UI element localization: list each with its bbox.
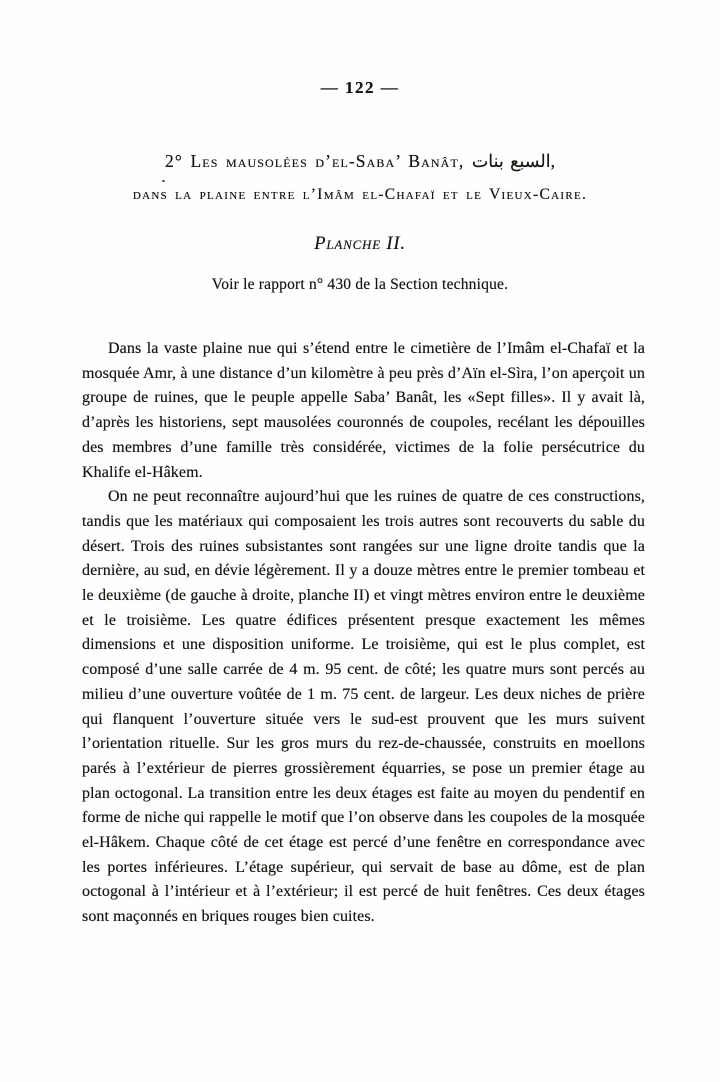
page-number: — 122 — — [320, 78, 400, 97]
section-heading-line-2: dans la plaine entre l’Imâm el-Chafaï et le Vieux-Caire. — [132, 186, 588, 203]
paragraph-1: Dans la vaste plaine nue qui s’étend entre le cimetière de l’Imâm el-Chafaï et la mosquée Amr, à une distance d’un kilomètre à peu près d’Aïn el-Sìra, l’on aperçoit un groupe de ruines, que le peuple appelle Saba’ Banât, les «Sept filles». Il y avait là, d’après les historiens, sept mausolées couronnés de coupoles, recélant les dépouilles des membres d’une famille très considérée, victimes de la folie persécutrice du Khalife el-Hâkem. — [82, 340, 645, 481]
ink-speck — [162, 180, 165, 182]
paragraph-2: On ne peut reconnaître aujourd’hui que les ruines de quatre de ces constructions, tandis que les matériaux qui composaient les trois autres sont recouverts du sable du désert. Trois des ruines subsistantes sont rangées sur une ligne droite tandis que la dernière, au sud, en dévie légèrement. Il y a douze mètres entre le premier tombeau et le deuxième (de gauche à droite, planche II) et vingt mètres environ entre le deuxième et le troisième. Les quatre édifices présentent presque exactement les mêmes dimensions et une disposition uniforme. Le troisième, qui est le plus complet, est composé d’une salle carrée de 4 m. 95 cent. de côté; les quatre murs sont percés au milieu d’une ouverture voûtée de 1 m. 75 cent. de largeur. Les deux niches de prière qui flanquent l’ouverture située vers le sud-est prouvent que les murs suivent l’orientation rituelle. Sur les gros murs du rez-de-chaussée, construits en moellons parés à l’extérieur de pierres grossièrement équarries, se pose un premier étage au plan octogonal. La transition entre les deux étages est faite au moyen du pendentif en forme de niche qui rappelle le motif que l’on observe dans les coupoles de la mosquée el-Hâkem. Chaque côté de cet étage est percé d’une fenêtre en correspondance avec les portes inférieures. L’étage supérieur, qui servait de base au dôme, est de plan octogonal à l’intérieur et à l’extérieur; il est percé de huit fenêtres. Ces deux étages sont maçonnés en briques rouges bien cuites. — [82, 488, 645, 926]
body-text — [82, 337, 645, 930]
plate-reference: Planche II. — [314, 234, 406, 254]
section-heading — [0, 150, 720, 205]
report-reference: Voir le rapport n° 430 de la Section technique. — [211, 276, 509, 293]
section-heading-line-1: 2° Les mausolées d’el-Saba’ Banât, السبع بنات, — [165, 151, 555, 171]
